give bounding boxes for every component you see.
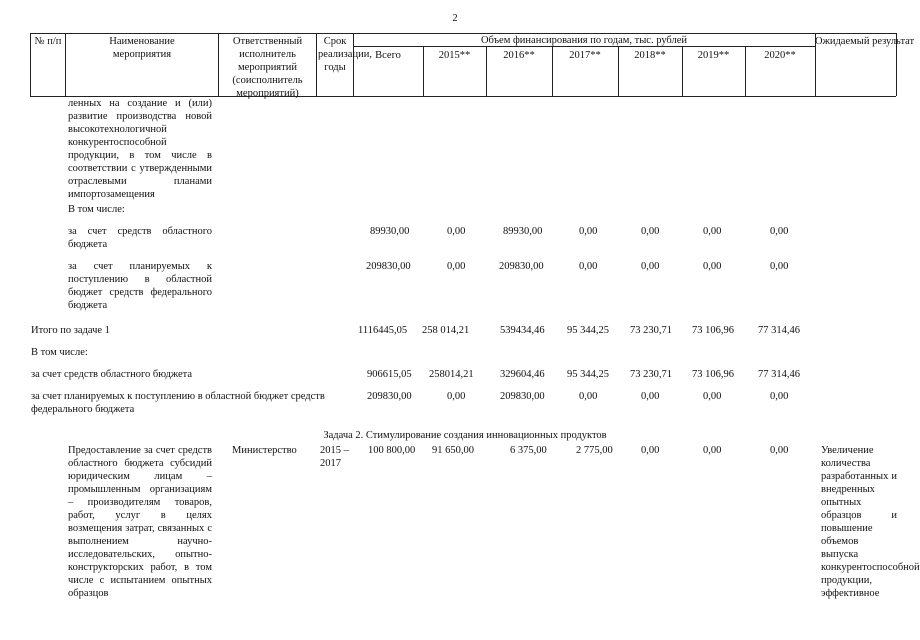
value-2019: 0,00: [703, 445, 722, 456]
value-2017: 2 775,00: [576, 445, 613, 456]
header-col-2016: 2016**: [503, 50, 535, 61]
value-2016: 539434,46: [500, 325, 545, 336]
value-total: 209830,00: [366, 261, 411, 272]
value-2015: 0,00: [447, 261, 466, 272]
term: 2015 – 2017: [320, 445, 349, 469]
value-2020: 0,00: [770, 391, 789, 402]
activity-name: Предоставление за счет средств областного бюджета субсидий юридическим лицам – промышленным организациям – производителям товаров, работ, услуг в целях возмещения затрат, связанных с выполнением научно-исследовательских, опытно-конструкторских работ, в том числе с испытанием опытных образцов: [68, 445, 212, 599]
header-col-2015: 2015**: [438, 50, 471, 61]
value-2020: 0,00: [770, 445, 789, 456]
value-2016: 329604,46: [500, 369, 545, 380]
header-result: Ожидаемый результат: [815, 36, 915, 47]
value-2015: 0,00: [447, 226, 466, 237]
value-2018: 0,00: [641, 226, 660, 237]
value-2019: 73 106,96: [692, 325, 734, 336]
value-2015: 258 014,21: [422, 325, 470, 336]
expected-result: Увеличение количества разработанных и внедренных опытных образцов и повышение объемов выпуска конкурентоспособной продукции, эффективное: [821, 445, 920, 599]
value-total: 100 800,00: [368, 445, 416, 456]
value-2018: 0,00: [641, 391, 660, 402]
value-total: 1116445,05: [358, 325, 408, 336]
value-2020: 0,00: [770, 261, 789, 272]
value-2019: 0,00: [703, 261, 722, 272]
row-label: за счет средств областного бюджета: [68, 226, 212, 250]
row-label: Итого по задаче 1: [31, 325, 110, 336]
value-2017: 0,00: [579, 391, 598, 402]
value-2018: 0,00: [641, 261, 660, 272]
value-2018: 73 230,71: [630, 369, 672, 380]
page-number: 2: [452, 13, 458, 24]
header-responsible: Ответственный исполнитель мероприятий (соисполнитель мероприятий): [232, 36, 303, 99]
value-2015: 91 650,00: [432, 445, 474, 456]
in-that-label: В том числе:: [31, 347, 88, 358]
value-total: 89930,00: [370, 226, 410, 237]
value-2016: 89930,00: [503, 226, 543, 237]
header-name: Наименование мероприятия: [109, 36, 175, 60]
header-num: № п/п: [34, 36, 62, 47]
value-2018: 0,00: [641, 445, 660, 456]
row-label: за счет планируемых к поступлению в областной бюджет средств федерального бюджета: [31, 391, 325, 415]
value-2020: 0,00: [770, 226, 789, 237]
value-2020: 77 314,46: [758, 369, 800, 380]
header-col-2018: 2018**: [634, 50, 666, 61]
value-2020: 77 314,46: [758, 325, 800, 336]
value-2019: 0,00: [703, 391, 722, 402]
value-2017: 0,00: [579, 226, 598, 237]
value-2017: 0,00: [579, 261, 598, 272]
value-2018: 73 230,71: [630, 325, 672, 336]
header-col-2019: 2019**: [697, 50, 730, 61]
in-that-label: В том числе:: [68, 204, 125, 215]
value-2016: 209830,00: [499, 261, 544, 272]
value-total: 209830,00: [367, 391, 412, 402]
header-col-2017: 2017**: [569, 50, 601, 61]
header-col-total: Всего: [375, 50, 401, 61]
row-label: за счет планируемых к поступлению в областной бюджет средств федерального бюджета: [68, 261, 212, 311]
value-2017: 95 344,25: [567, 369, 609, 380]
continued-activity-text: ленных на создание и (или) развитие производства новой высокотехнологичной конкурентоспособной продукции, в том числе в соответствии с утвержденными отраслевыми планами импортозамещения: [68, 98, 212, 200]
header-funding: Объем финансирования по годам, тыс. рублей: [480, 35, 688, 46]
value-2015: 258014,21: [429, 369, 474, 380]
value-total: 906615,05: [367, 369, 412, 380]
header-term: Срок реализации, годы: [318, 36, 372, 73]
value-2016: 209830,00: [500, 391, 545, 402]
header-col-2020: 2020**: [764, 50, 796, 61]
value-2019: 73 106,96: [692, 369, 734, 380]
task2-title: Задача 2. Стимулирование создания инновационных продуктов: [323, 430, 607, 441]
value-2016: 6 375,00: [510, 445, 547, 456]
responsible: Министерство: [232, 445, 297, 456]
row-label: за счет средств областного бюджета: [31, 369, 193, 380]
value-2017: 95 344,25: [567, 325, 609, 336]
value-2019: 0,00: [703, 226, 722, 237]
value-2015: 0,00: [447, 391, 466, 402]
